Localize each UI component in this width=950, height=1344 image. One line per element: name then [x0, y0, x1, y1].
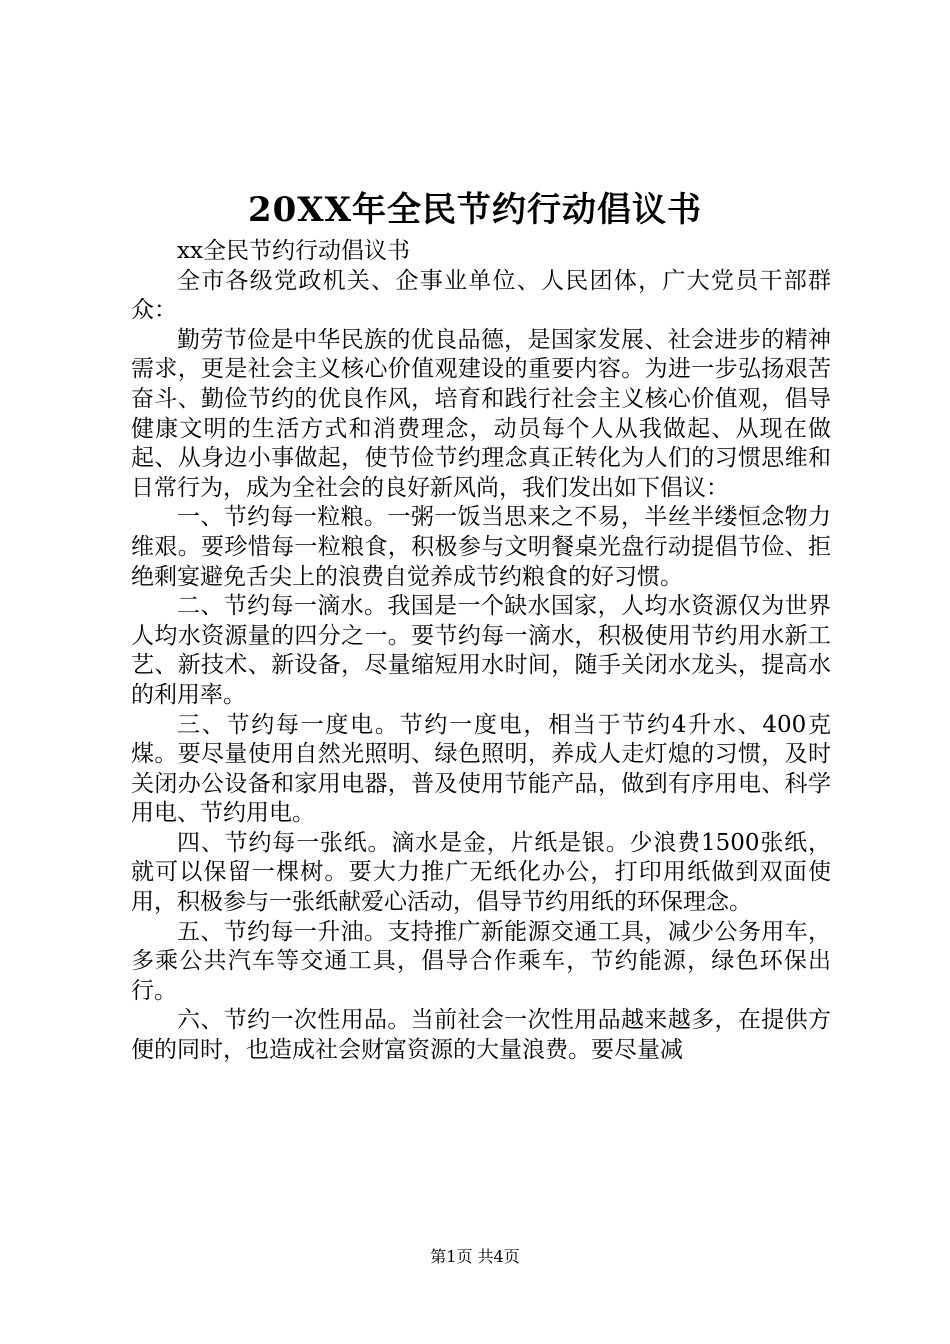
salutation: 全市各级党政机关、企事业单位、人民团体，广大党员干部群众： [131, 267, 831, 324]
page-number-footer: 第1页 共4页 [430, 1247, 520, 1266]
body-paragraph: 勤劳节俭是中华民族的优良品德，是国家发展、社会进步的精神需求，更是社会主义核心价值观建设的重要内容。为进一步弘扬艰苦奋斗、勤俭节约的优良作风，培育和践行社会主义核心价值观，倡导健康文明的生活方式和消费理念，动员每个人从我做起、从现在做起、从身边小事做起，使节俭节约理念真正转化为人们的习惯思维和日常行为，成为全社会的良好新风尚，我们发出如下倡议： [131, 326, 831, 501]
document-subtitle: xx全民节约行动倡议书 [177, 238, 410, 264]
document-title: 20XX年全民节约行动倡议书 [247, 190, 703, 230]
proposal-item-electricity: 三、节约每一度电。节约一度电，相当于节约4升水、400克煤。要尽量使用自然光照明、绿色照明，养成人走灯熄的习惯，及时关闭办公设备和家用电器，普及使用节能产品，做到有序用电、科学用电、节约用电。 [131, 711, 831, 827]
proposal-item-water: 二、节约每一滴水。我国是一个缺水国家，人均水资源仅为世界人均水资源量的四分之一。要节约每一滴水，积极使用节约用水新工艺、新技术、新设备，尽量缩短用水时间，随手关闭水龙头，提高水的利用率。 [131, 593, 831, 708]
proposal-item-oil: 五、节约每一升油。支持推广新能源交通工具，减少公务用车，多乘公共汽车等交通工具，倡导合作乘车，节约能源，绿色环保出行。 [131, 918, 831, 1004]
proposal-item-grain: 一、节约每一粒粮。一粥一饭当思来之不易，半丝半缕恒念物力维艰。要珍惜每一粒粮食，积极参与文明餐桌光盘行动提倡节俭、拒绝剩宴避免舌尖上的浪费自觉养成节约粮食的好习惯。 [131, 504, 831, 590]
proposal-item-disposables: 六、节约一次性用品。当前社会一次性用品越来越多，在提供方便的同时，也造成社会财富资源的大量浪费。要尽量减 [131, 1007, 831, 1064]
document-body [131, 237, 831, 1066]
proposal-item-paper: 四、节约每一张纸。滴水是金，片纸是银。少浪费1500张纸，就可以保留一棵树。要大力推广无纸化办公，打印用纸做到双面使用，积极参与一张纸献爱心活动，倡导节约用纸的环保理念。 [131, 829, 831, 916]
